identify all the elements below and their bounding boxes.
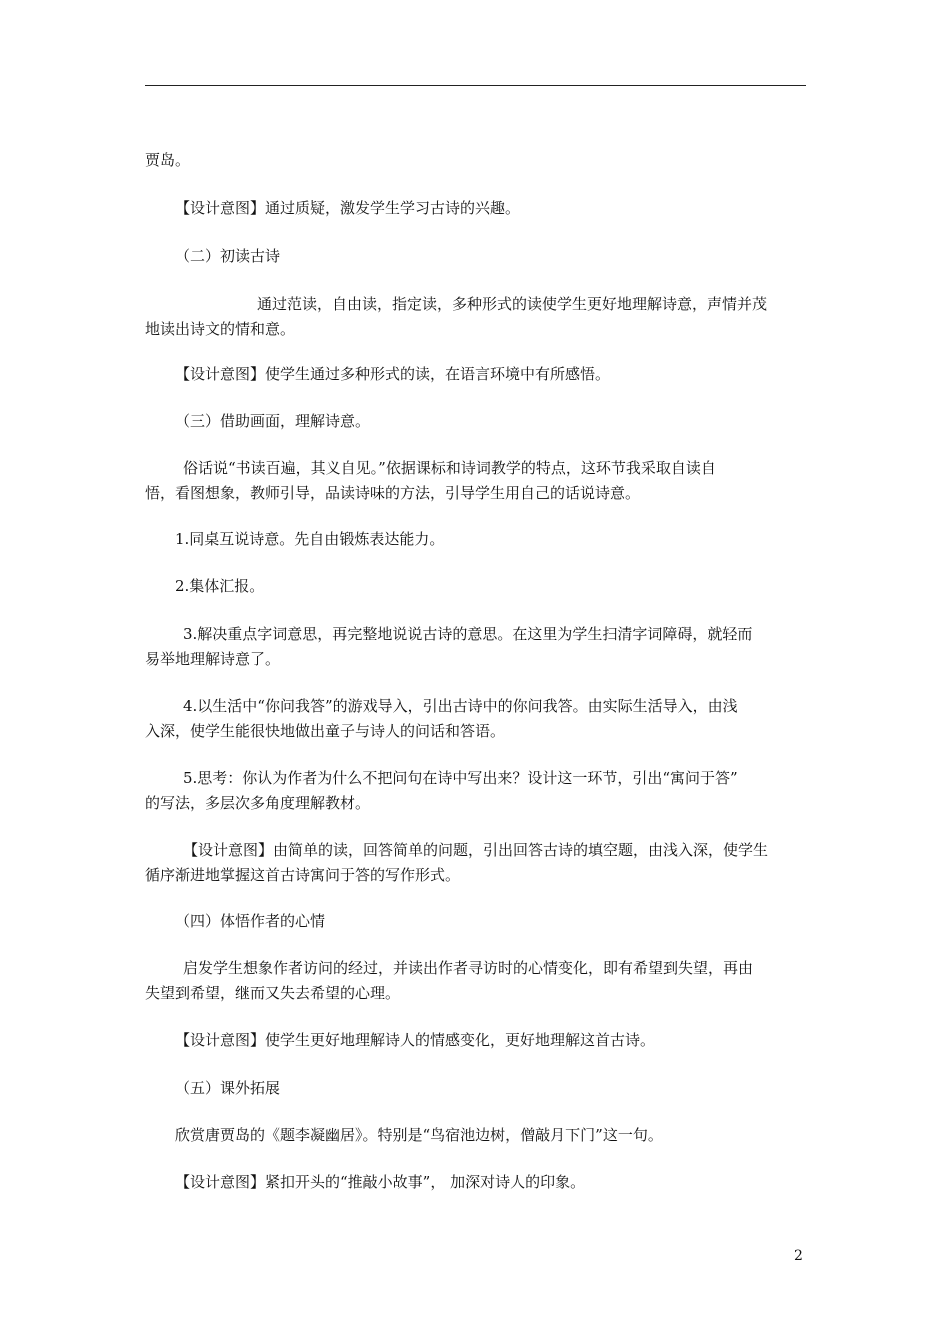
paragraph: 启发学生想象作者访问的经过，并读出作者寻访时的心情变化，即有希望到失望，再由 失望到希望，继而又失去希望的心理。 bbox=[145, 959, 754, 1002]
paragraph: 通过范读，自由读，指定读，多种形式的读使学生更好地理解诗意，声情并茂 地读出诗文的情和意。 bbox=[145, 295, 768, 338]
list-item: 3.解决重点字词意思，再完整地说说古诗的意思。在这里为学生扫清字词障碍，就轻而 易举地理解诗意了。 bbox=[145, 625, 753, 668]
design-intent-paragraph: 【设计意图】使学生更好地理解诗人的情感变化，更好地理解这首古诗。 bbox=[175, 1031, 656, 1049]
section-heading: （二）初读古诗 bbox=[175, 247, 281, 265]
design-intent-paragraph: 【设计意图】由简单的读，回答简单的问题，引出回答古诗的填空题，由浅入深，使学生 循序渐进地掌握这首古诗寓问于答的写作形式。 bbox=[145, 841, 769, 884]
page-number: 2 bbox=[794, 1248, 803, 1264]
list-item: 1.同桌互说诗意。先自由锻炼表达能力。 bbox=[175, 530, 445, 548]
section-heading: （四）体悟作者的心情 bbox=[175, 912, 326, 930]
list-item: 2.集体汇报。 bbox=[175, 577, 265, 595]
design-intent-paragraph: 【设计意图】紧扣开头的“推敲小故事”， 加深对诗人的印象。 bbox=[175, 1173, 586, 1191]
list-item: 4.以生活中“你问我答”的游戏导入，引出古诗中的你问我答。由实际生活导入，由浅 入深，使学生能很快地做出童子与诗人的问话和答语。 bbox=[145, 697, 738, 740]
section-heading: （三）借助画面，理解诗意。 bbox=[175, 412, 371, 430]
paragraph: 俗话说“书读百遍，其义自见。”依据课标和诗词教学的特点，这环节我采取自读自 悟，看图想象，教师引导，品读诗味的方法，引导学生用自己的话说诗意。 bbox=[145, 459, 716, 502]
list-item: 5.思考：你认为作者为什么不把问句在诗中写出来？设计这一环节，引出“寓问于答” 的写法，多层次多角度理解教材。 bbox=[145, 769, 738, 812]
design-intent-paragraph: 【设计意图】使学生通过多种形式的读，在语言环境中有所感悟。 bbox=[175, 365, 611, 383]
paragraph: 欣赏唐贾岛的《题李凝幽居》。特别是“鸟宿池边树，僧敲月下门”这一句。 bbox=[175, 1126, 663, 1144]
design-intent-paragraph: 【设计意图】通过质疑，激发学生学习古诗的兴趣。 bbox=[175, 199, 521, 217]
section-heading: （五）课外拓展 bbox=[175, 1079, 281, 1097]
paragraph: 贾岛。 bbox=[145, 151, 191, 169]
header-rule bbox=[145, 85, 806, 86]
